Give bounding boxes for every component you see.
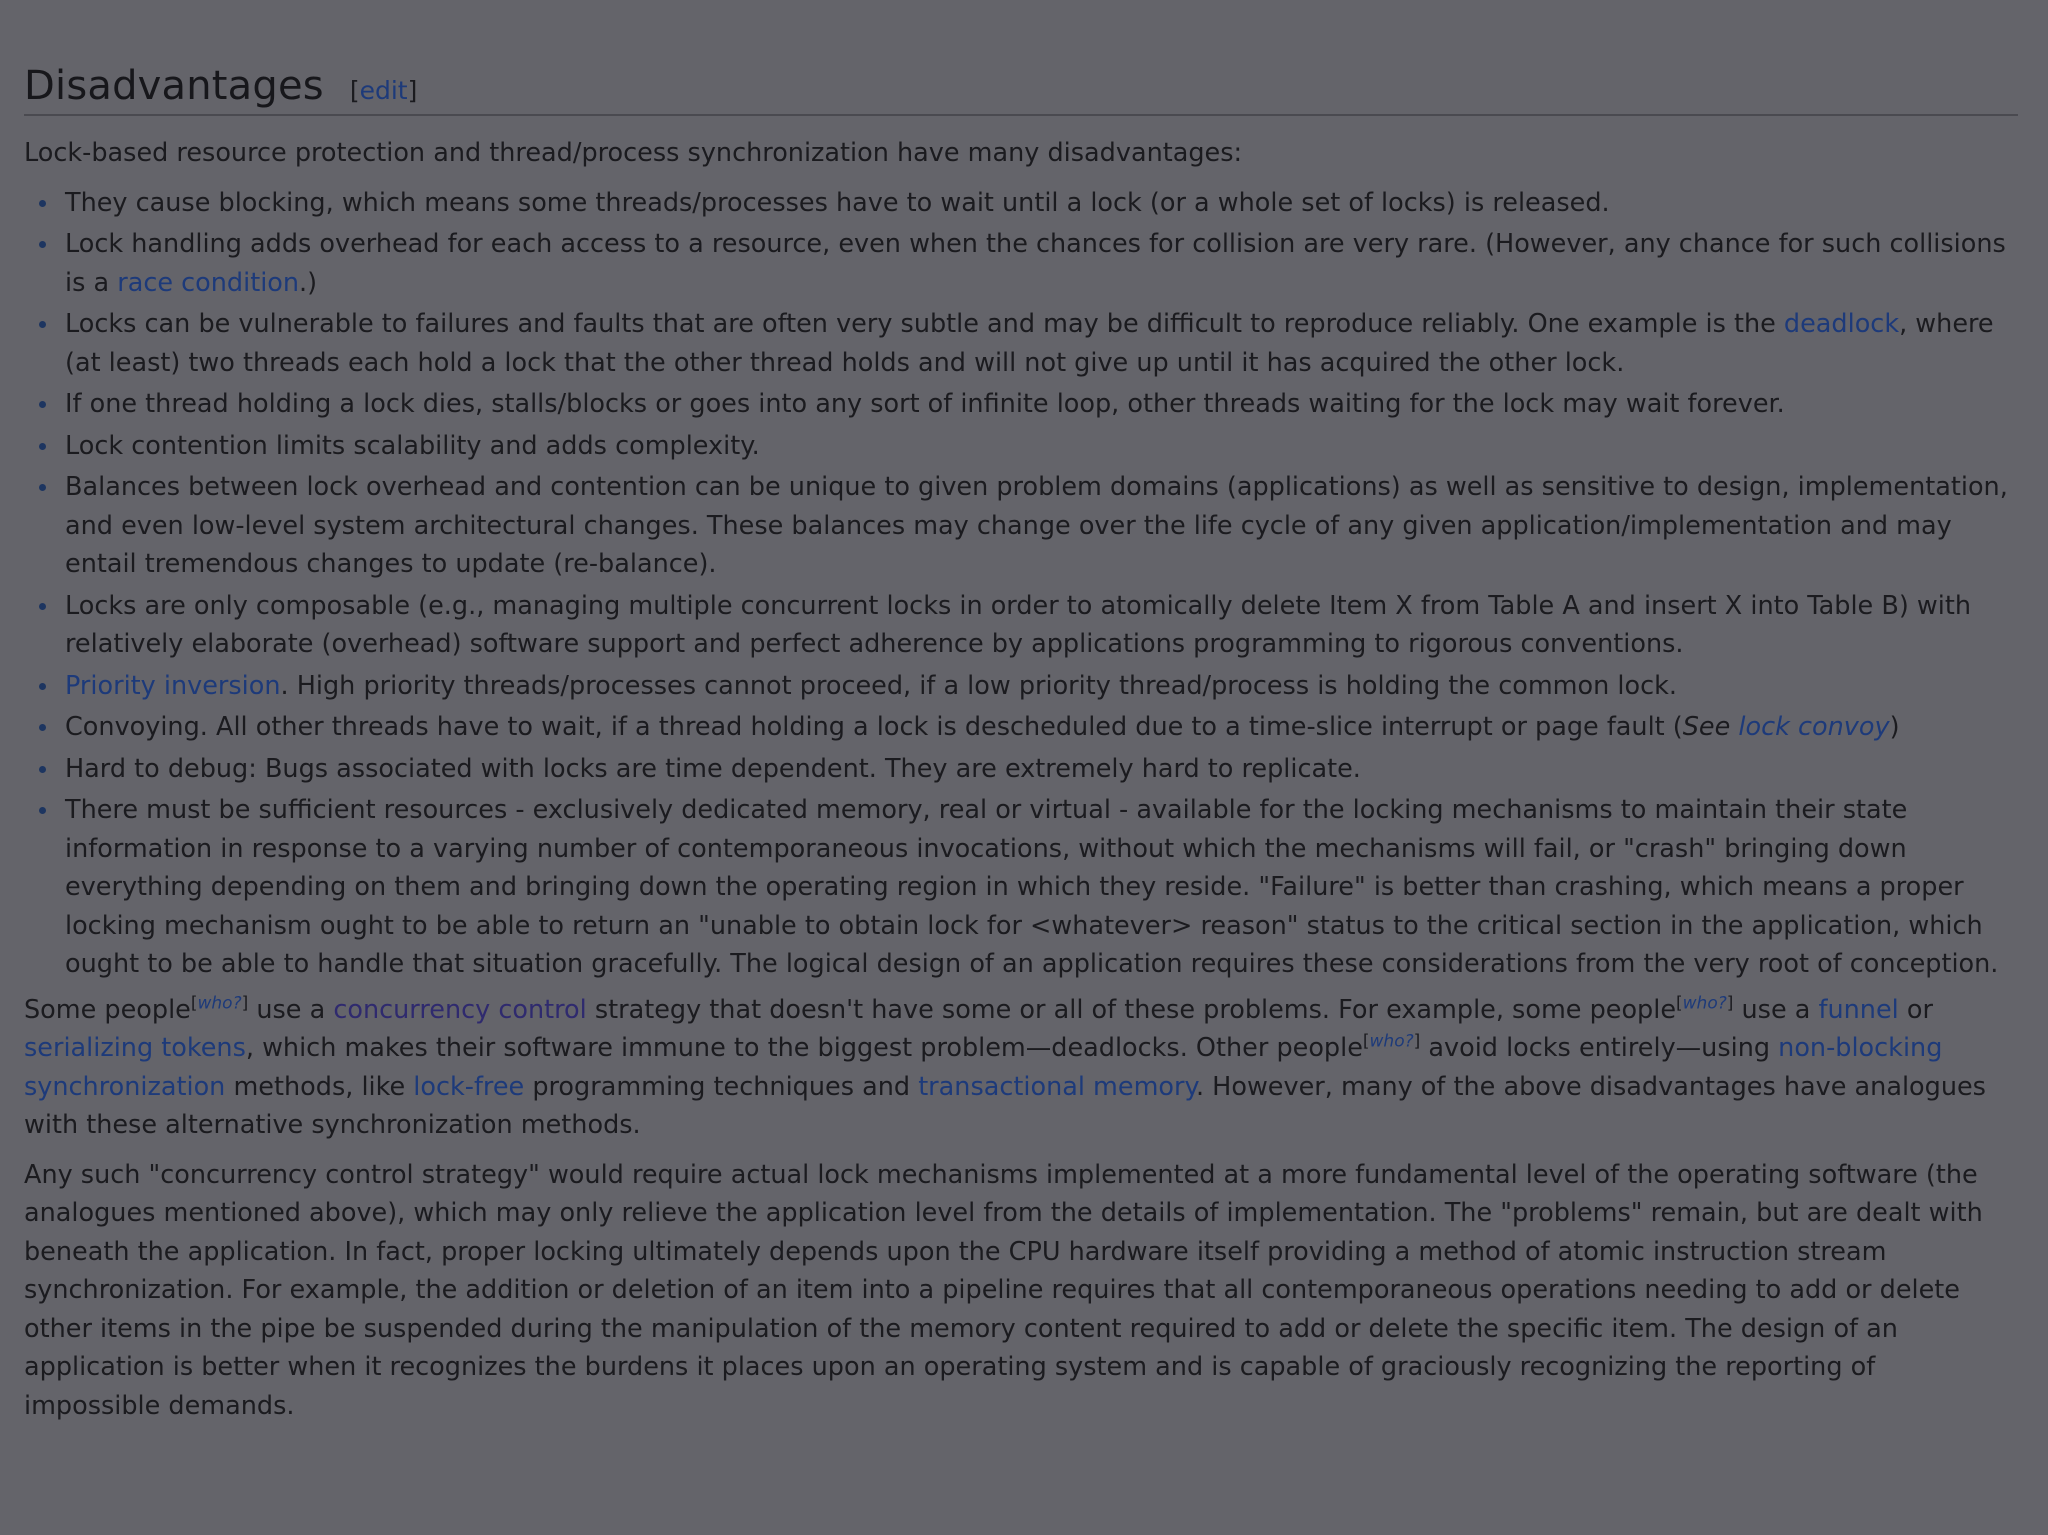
list-item bbox=[24, 708, 2018, 747]
list-item bbox=[24, 305, 2018, 382]
bullet-icon bbox=[39, 443, 46, 450]
list-item bbox=[24, 225, 2018, 302]
concurrency-control-link[interactable]: concurrency control bbox=[333, 994, 587, 1025]
list-item bbox=[24, 750, 2018, 789]
race-condition-link[interactable]: race condition bbox=[117, 267, 300, 298]
article-content bbox=[24, 62, 2018, 1436]
list-item bbox=[24, 427, 2018, 466]
alternatives-paragraph bbox=[24, 991, 2018, 1145]
citation-needed bbox=[1676, 993, 1733, 1013]
citation-needed bbox=[191, 993, 248, 1013]
list-item bbox=[24, 184, 2018, 223]
bullet-icon bbox=[39, 484, 46, 491]
section-title: Disadvantages bbox=[24, 63, 324, 109]
edit-bracket-open: [ bbox=[349, 76, 360, 105]
paragraph-text: methods, like bbox=[225, 1071, 414, 1102]
list-item-text: There must be sufficient resources - exclusively dedicated memory, real or virtual - available for the locking mechanisms to maintain their state information in response to a varying number of contemporaneous invocations, without which the mechanisms will fail, or "crash" bringing down everything depending on them and bringing down the operating region in which they reside. "Failure" is better than crashing, which means a proper locking mechanism ought to be able to return an "unable to obtain lock for <whatever> reason" status to the critical section in the application, which ought to be able to handle that situation gracefully. The logical design of an application requires these considerations from the very root of conception. bbox=[65, 795, 1999, 979]
paragraph-text: avoid locks entirely—using bbox=[1420, 1033, 1779, 1063]
lock-convoy-link[interactable]: lock convoy bbox=[1738, 712, 1890, 742]
list-item-text: . High priority threads/processes cannot proceed, if a low priority thread/process is holding the common lock. bbox=[280, 670, 1677, 701]
bullet-icon bbox=[39, 200, 46, 207]
priority-inversion-link[interactable]: Priority inversion bbox=[65, 670, 281, 701]
list-item-text: .) bbox=[299, 267, 318, 298]
bullet-icon bbox=[39, 241, 46, 248]
bullet-icon bbox=[39, 401, 46, 408]
bullet-icon bbox=[39, 724, 46, 731]
who-link[interactable]: who? bbox=[197, 993, 242, 1013]
list-item-text: Lock handling adds overhead for each access to a resource, even when the chances for collision are very rare. (However, any chance for such collisions is a bbox=[65, 229, 2006, 298]
strategy-paragraph: Any such "concurrency control strategy" would require actual lock mechanisms implemented at a more fundamental level of the operating software (the analogues mentioned above), which may only relieve the application level from the details of implementation. The "problems" remain, but are dealt with beneath the application. In fact, proper locking ultimately depends upon the CPU hardware itself providing a method of atomic instruction stream synchronization. For example, the addition or deletion of an item into a pipeline requires that all contemporaneous operations needing to add or delete other items in the pipe be suspended during the manipulation of the memory content required to add or delete the specific item. The design of an application is better when it recognizes the burdens it places upon an operating system and is capable of graciously recognizing the reporting of impossible demands. bbox=[24, 1159, 1983, 1421]
edit-bracket-close: ] bbox=[407, 76, 418, 105]
bracket: ] bbox=[1413, 1031, 1421, 1052]
citation-needed bbox=[1363, 1032, 1420, 1052]
who-link[interactable]: who? bbox=[1682, 993, 1727, 1013]
serializing-tokens-link[interactable]: serializing tokens bbox=[24, 1033, 246, 1063]
deadlock-link[interactable]: deadlock bbox=[1783, 309, 1900, 339]
list-item bbox=[24, 385, 2018, 424]
bracket: [ bbox=[190, 993, 198, 1013]
non-blocking-synchronization-link[interactable]: non-blocking synchronization bbox=[24, 1033, 1943, 1102]
list-item-text: , where (at least) two threads each hold a lock that the other thread holds and will not give up until it has acquired the other lock. bbox=[65, 309, 1994, 378]
paragraph-text: , which makes their software immune to the biggest problem—deadlocks. Other people bbox=[245, 1033, 1363, 1063]
paragraph-text: or bbox=[1898, 994, 1933, 1025]
lock-free-link[interactable]: lock-free bbox=[413, 1071, 525, 1102]
bracket: ] bbox=[1726, 993, 1734, 1013]
paragraph-text: use a bbox=[248, 994, 334, 1025]
edit-link[interactable]: edit bbox=[359, 76, 408, 105]
transactional-memory-link[interactable]: transactional memory bbox=[918, 1071, 1196, 1102]
bracket: [ bbox=[1362, 1031, 1370, 1052]
list-item bbox=[24, 667, 2018, 706]
bullet-icon bbox=[39, 766, 46, 773]
paragraph-text: use a bbox=[1733, 994, 1819, 1025]
list-item bbox=[24, 587, 2018, 664]
list-item-text: They cause blocking, which means some threads/processes have to wait until a lock (or a whole set of locks) is released. bbox=[65, 187, 1610, 218]
list-item-text: Convoying. All other threads have to wait, if a thread holding a lock is descheduled due to a time-slice interrupt or page fault ( bbox=[65, 712, 1683, 742]
list-item bbox=[24, 791, 2018, 984]
paragraph-text: . However, many of the above disadvantages have analogues with these alternative synchronization methods. bbox=[24, 1071, 1986, 1140]
paragraph-text: programming techniques and bbox=[524, 1071, 919, 1102]
funnel-link[interactable]: funnel bbox=[1818, 994, 1899, 1025]
bracket: ] bbox=[241, 993, 249, 1013]
disadvantages-list bbox=[24, 184, 2018, 984]
who-link[interactable]: who? bbox=[1369, 1031, 1414, 1052]
bullet-icon bbox=[39, 807, 46, 814]
list-item-text: Balances between lock overhead and contention can be unique to given problem domains (applications) as well as sensitive to design, implementation, and even low-level system architectural changes. These balances may change over the life cycle of any given application/implementation and may entail tremendous changes to update (re-balance). bbox=[65, 472, 2008, 579]
paragraph-text: Some people bbox=[24, 994, 191, 1025]
bracket: [ bbox=[1676, 993, 1683, 1013]
list-item-text: Lock contention limits scalability and adds complexity. bbox=[65, 430, 760, 461]
section-heading bbox=[24, 62, 2018, 116]
list-item-text: Locks can be vulnerable to failures and faults that are often very subtle and may be difficult to reproduce reliably. One example is the bbox=[65, 309, 1784, 339]
bullet-icon bbox=[39, 321, 46, 328]
bullet-icon bbox=[39, 603, 46, 610]
list-item-text: If one thread holding a lock dies, stalls/blocks or goes into any sort of infinite loop, other threads waiting for the lock may wait forever. bbox=[65, 389, 1785, 419]
paragraph-text: strategy that doesn't have some or all of these problems. For example, some people bbox=[586, 994, 1677, 1025]
bullet-icon bbox=[39, 683, 46, 690]
list-item-text: ) bbox=[1889, 712, 1900, 742]
list-item-text: Locks are only composable (e.g., managing multiple concurrent locks in order to atomically delete Item X from Table A and insert X into Table B) with relatively elaborate (overhead) software support and perfect adherence by applications programming to rigorous conventions. bbox=[65, 590, 1972, 659]
edit-section bbox=[350, 76, 418, 105]
intro-paragraph: Lock-based resource protection and thread/process synchronization have many disadvantages: bbox=[24, 138, 1243, 168]
list-item-text: Hard to debug: Bugs associated with locks are time dependent. They are extremely hard to replicate. bbox=[65, 753, 1361, 784]
see-label: See bbox=[1682, 712, 1739, 742]
list-item bbox=[24, 468, 2018, 584]
